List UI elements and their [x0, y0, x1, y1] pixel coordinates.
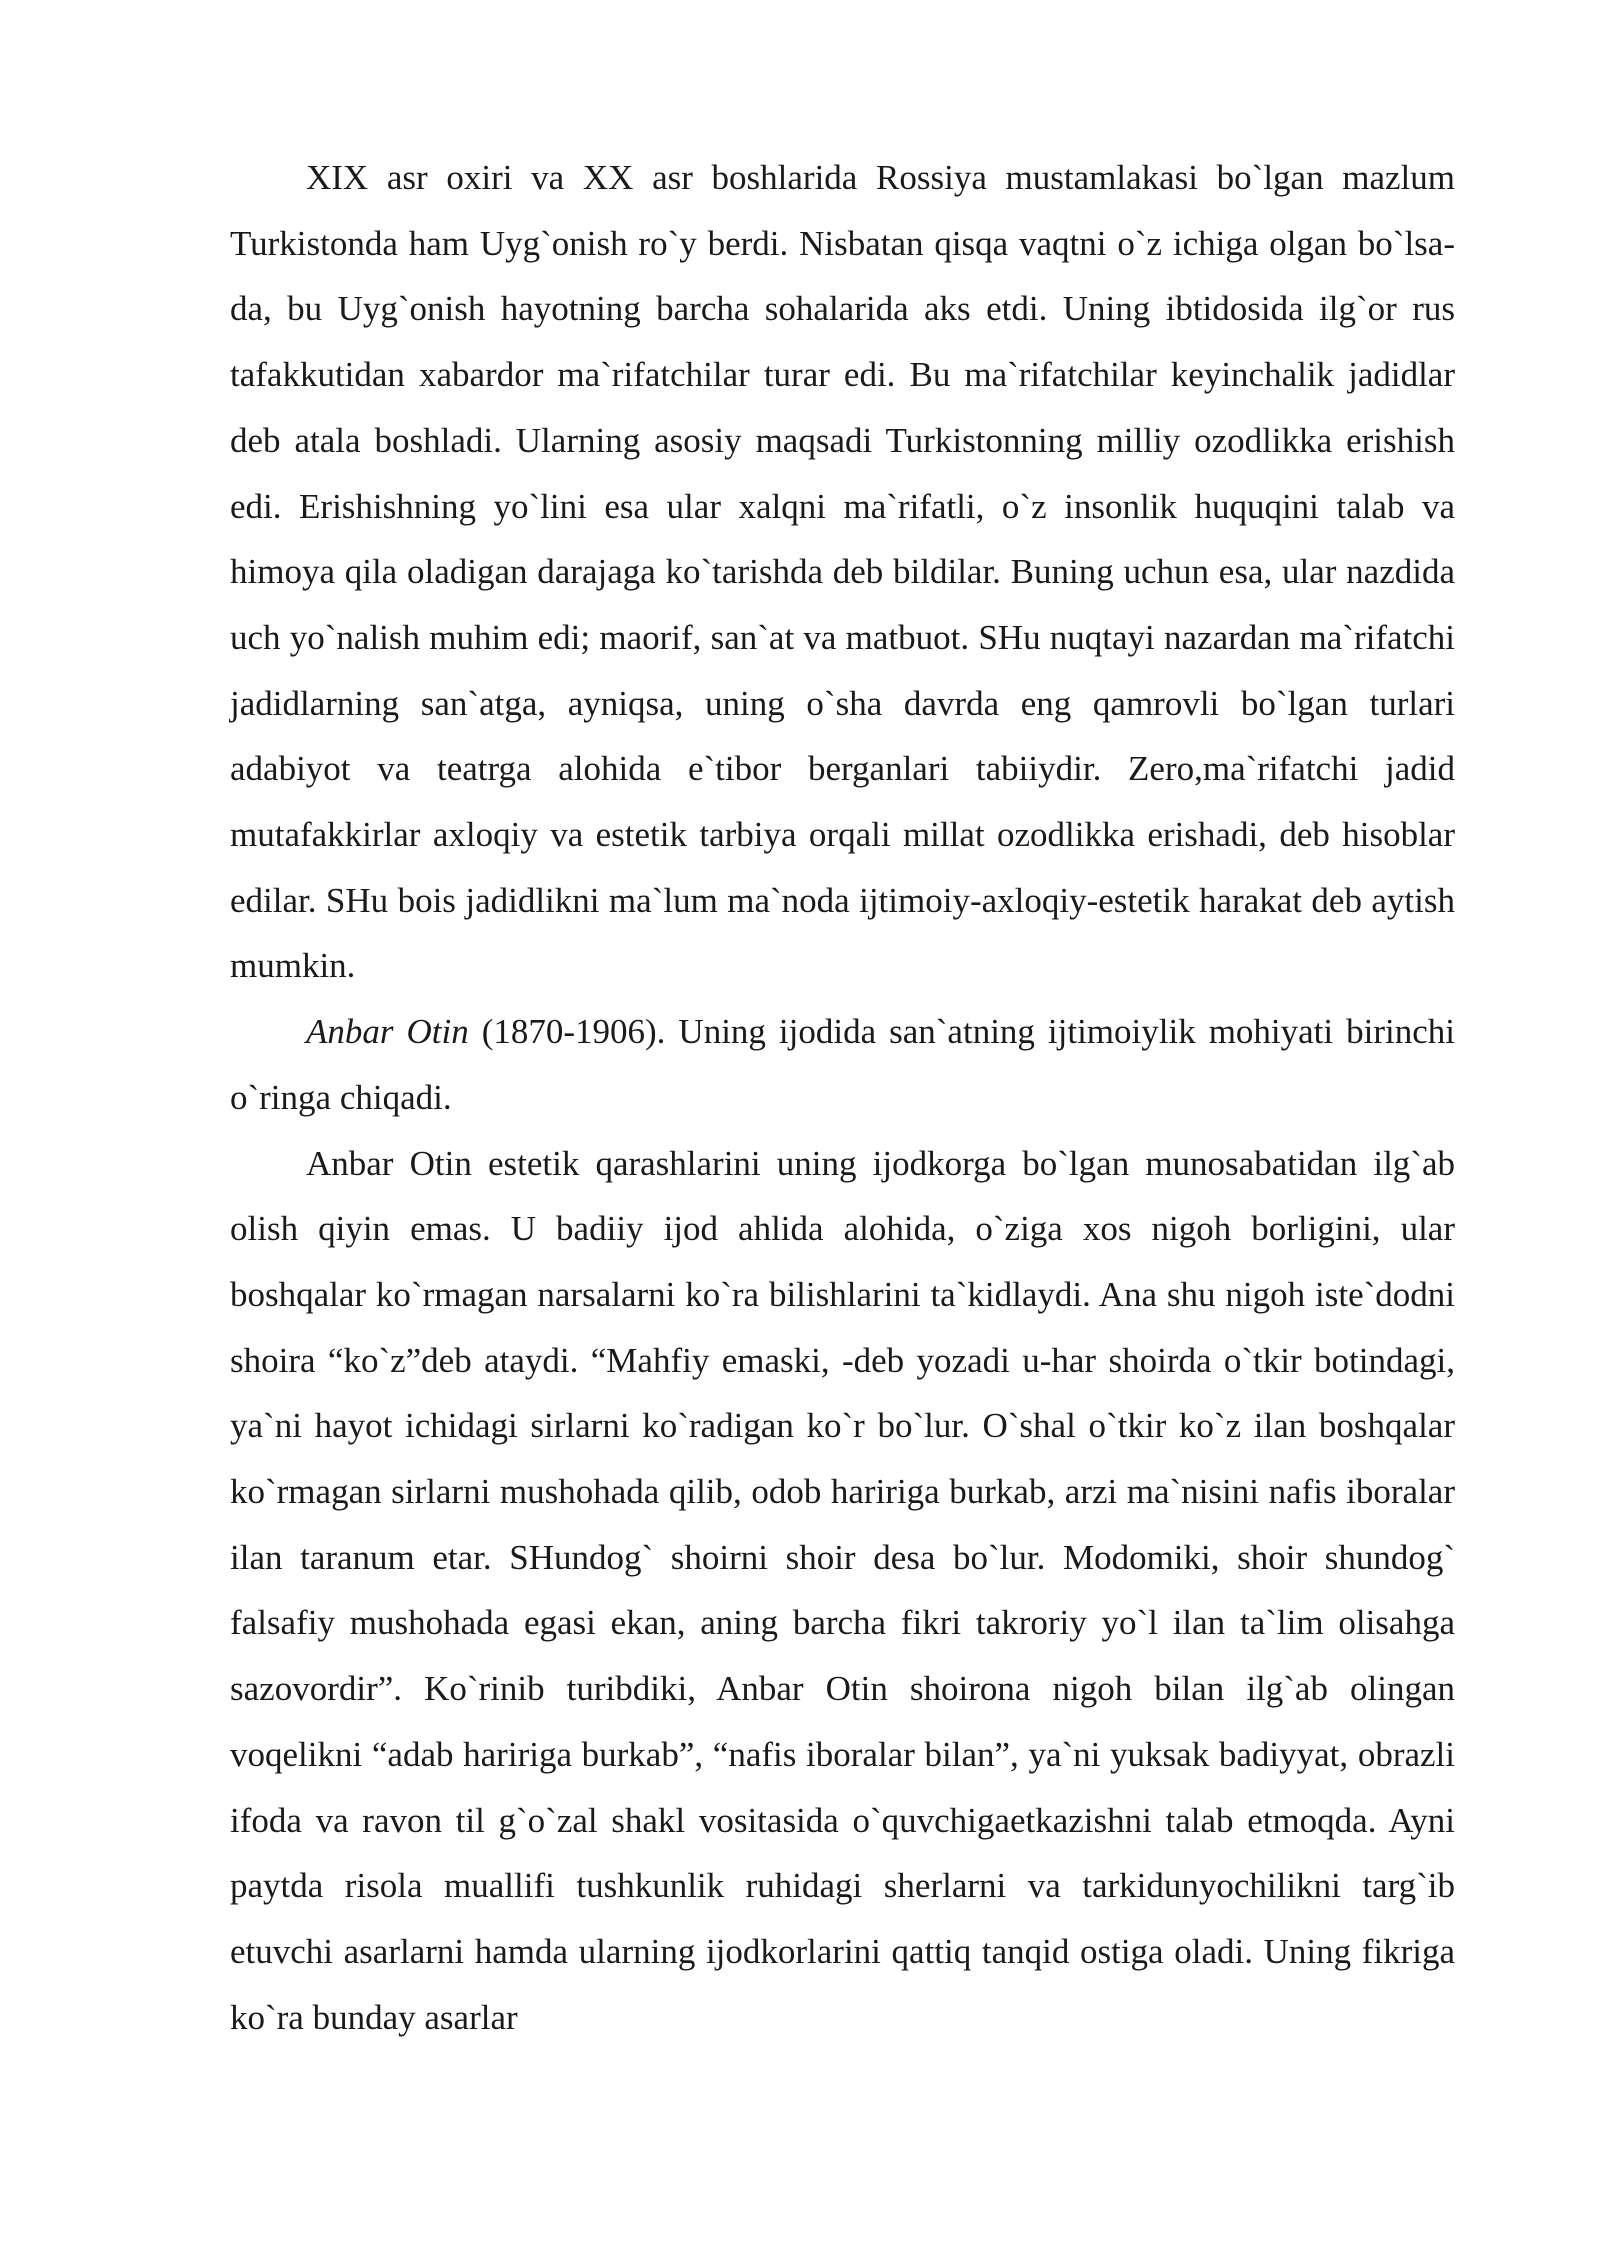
- author-intro-text: (1870-1906). Uning ijodida san`atning ijtimoiylik mohiyati birinchi o`ringa chiqadi.: [230, 1012, 1455, 1117]
- paragraph-jadid-movement: XIX asr oxiri va XX asr boshlarida Rossiya mustamlakasi bo`lgan mazlum Turkistonda ham Uyg`onish ro`y berdi. Nisbatan qisqa vaqtni o`z ichiga olgan bo`lsa-da, bu Uyg`onish hayotning barcha sohalarida aks etdi. Uning ibtidosida ilg`or rus tafakkutidan xabardor ma`rifatchilar turar edi. Bu ma`rifatchilar keyinchalik jadidlar deb atala boshladi. Ularning asosiy maqsadi Turkistonning milliy ozodlikka erishish edi. Erishishning yo`lini esa ular xalqni ma`rifatli, o`z insonlik huquqini talab va himoya qila oladigan darajaga ko`tarishda deb bildilar. Buning uchun esa, ular nazdida uch yo`nalish muhim edi; maorif, san`at va matbuot. SHu nuqtayi nazardan ma`rifatchi jadidlarning san`atga, ayniqsa, uning o`sha davrda eng qamrovli bo`lgan turlari adabiyot va teatrga alohida e`tibor berganlari tabiiydir. Zero,ma`rifatchi jadid mutafakkirlar axloqiy va estetik tarbiya orqali millat ozodlikka erishadi, deb hisoblar edilar. SHu bois jadidlikni ma`lum ma`noda ijtimoiy-axloqiy-estetik harakat deb aytish mumkin.: [230, 158, 1455, 986]
- author-name: Anbar Otin: [306, 1012, 469, 1052]
- body-text: [230, 145, 1455, 2050]
- paragraph-anbar-otin-intro: [230, 999, 1455, 1130]
- paragraph-aesthetic-views: Anbar Otin estetik qarashlarini uning ijodkorga bo`lgan munosabatidan ilg`ab olish qiyin emas. U badiiy ijod ahlida alohida, o`ziga xos nigoh borligini, ular boshqalar ko`rmagan narsalarni ko`ra bilishlarini ta`kidlaydi. Ana shu nigoh iste`dodni shoira “ko`z”deb ataydi. “Mahfiy emaski, -deb yozadi u-har shoirda o`tkir botindagi, ya`ni hayot ichidagi sirlarni ko`radigan ko`r bo`lur. O`shal o`tkir ko`z ilan boshqalar ko`rmagan sirlarni mushohada qilib, odob haririga burkab, arzi ma`nisini nafis iboralar ilan taranum etar. SHundog` shoirni shoir desa bo`lur. Modomiki, shoir shundog` falsafiy mushohada egasi ekan, aning barcha fikri takroriy yo`l ilan ta`lim olisahga sazovordir”. Ko`rinib turibdiki, Anbar Otin shoirona nigoh bilan ilg`ab olingan voqelikni “adab haririga burkab”, “nafis iboralar bilan”, ya`ni yuksak badiyyat, obrazli ifoda va ravon til g`o`zal shakl vositasida o`quvchigaetkazishni talab etmoqda. Ayni paytda risola muallifi tushkunlik ruhidagi sherlarni va tarkidunyochilikni targ`ib etuvchi asarlarni hamda ularning ijodkorlarini qattiq tanqid ostiga oladi. Uning fikriga ko`ra bunday asarlar: [230, 1143, 1455, 2037]
